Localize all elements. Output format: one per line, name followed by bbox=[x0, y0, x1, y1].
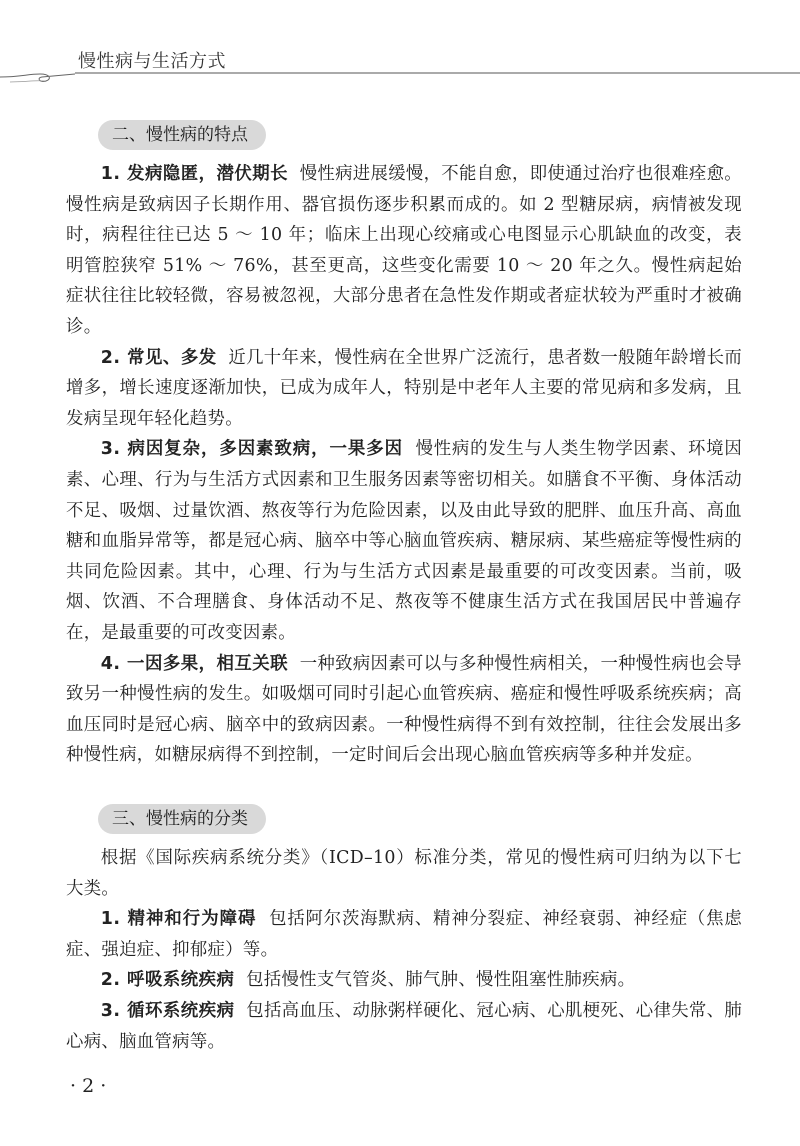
page-number: · 2 · bbox=[70, 1075, 107, 1097]
feature-title: 2. 常见、多发 bbox=[100, 347, 217, 368]
feature-text: 慢性病的发生与人类生物学因素、环境因素、心理、行为与生活方式因素和卫生服务因素等密切相关。如膳食不平衡、身体活动不足、吸烟、过量饮酒、熬夜等行为危险因素，以及由此导致的肥胖、血压升高、高血糖和血脂异常等，都是冠心病、脑卒中等心脑血管疾病、糖尿病、某些癌症等慢性病的共同危险因素。其中，心理、行为与生活方式因素是最重要的可改变因素。当前，吸烟、饮酒、不合理膳食、身体活动不足、熬夜等不健康生活方式在我国居民中普遍存在，是最重要的可改变因素。 bbox=[66, 439, 743, 643]
feature-paragraph bbox=[66, 343, 742, 435]
classification-item bbox=[66, 996, 742, 1057]
classification-item bbox=[66, 965, 742, 996]
feature-title: 1. 发病隐匿，潜伏期长 bbox=[100, 164, 289, 184]
feature-paragraph bbox=[66, 434, 742, 648]
classification-item-title: 3. 循环系统疾病 bbox=[100, 1000, 235, 1021]
classification-item bbox=[66, 904, 742, 965]
feature-paragraph bbox=[66, 649, 742, 771]
characteristics-body bbox=[66, 159, 742, 771]
feature-paragraph bbox=[66, 159, 742, 343]
section-heading-characteristics: 二、慢性病的特点 bbox=[98, 120, 266, 150]
feature-title: 4. 一因多果，相互关联 bbox=[100, 653, 289, 674]
classification-intro: 根据《国际疾病系统分类》（ICD–10）标准分类，常见的慢性病可归纳为以下七大类。 bbox=[66, 848, 742, 899]
feature-text: 一种致病因素可以与多种慢性病相关，一种慢性病也会导致另一种慢性病的发生。如吸烟可同时引起心血管疾病、癌症和慢性呼吸系统疾病；高血压同时是冠心病、脑卒中的致病因素。一种慢性病得不到有效控制，往往会发展出多种慢性病，如糖尿病得不到控制，一定时间后会出现心脑血管疾病等多种并发症。 bbox=[66, 653, 743, 766]
section-heading-classification: 三、慢性病的分类 bbox=[98, 804, 266, 834]
classification-item-text: 包括慢性支气管炎、肺气肿、慢性阻塞性肺疾病。 bbox=[246, 970, 636, 991]
feature-text: 慢性病进展缓慢，不能自愈，即使通过治疗也很难痊愈。慢性病是致病因子长期作用、器官损伤逐步积累而成的。如 2 型糖尿病，病情被发现时，病程往往已达 5 ～ 10 年；临床上出现心绞痛或心电图显示心肌缺血的改变，表明管腔狭窄 51% ～ 76%，甚至更高，这些变化需要 10 ～ 20 年之久。慢性病起始症状往往比较轻微，容易被忽视，大部分患者在急性发作期或者症状较为严重时才被确诊。 bbox=[66, 164, 743, 337]
classification-item-text: 包括阿尔茨海默病、精神分裂症、神经衰弱、神经症（焦虑症、强迫症、抑郁症）等。 bbox=[66, 909, 743, 960]
feature-text: 近几十年来，慢性病在全世界广泛流行，患者数一般随年龄增长而增多，增长速度逐渐加快，已成为成年人，特别是中老年人主要的常见病和多发病，且发病呈现年轻化趋势。 bbox=[66, 347, 743, 429]
classification-body bbox=[66, 843, 742, 1057]
classification-item-title: 2. 呼吸系统疾病 bbox=[100, 970, 235, 991]
feature-title: 3. 病因复杂，多因素致病，一果多因 bbox=[100, 439, 403, 460]
classification-item-text: 包括高血压、动脉粥样硬化、冠心病、心肌梗死、心律失常、肺心病、脑血管病等。 bbox=[66, 1000, 743, 1052]
classification-item-title: 1. 精神和行为障碍 bbox=[100, 909, 257, 930]
running-header-title: 慢性病与生活方式 bbox=[78, 51, 226, 72]
